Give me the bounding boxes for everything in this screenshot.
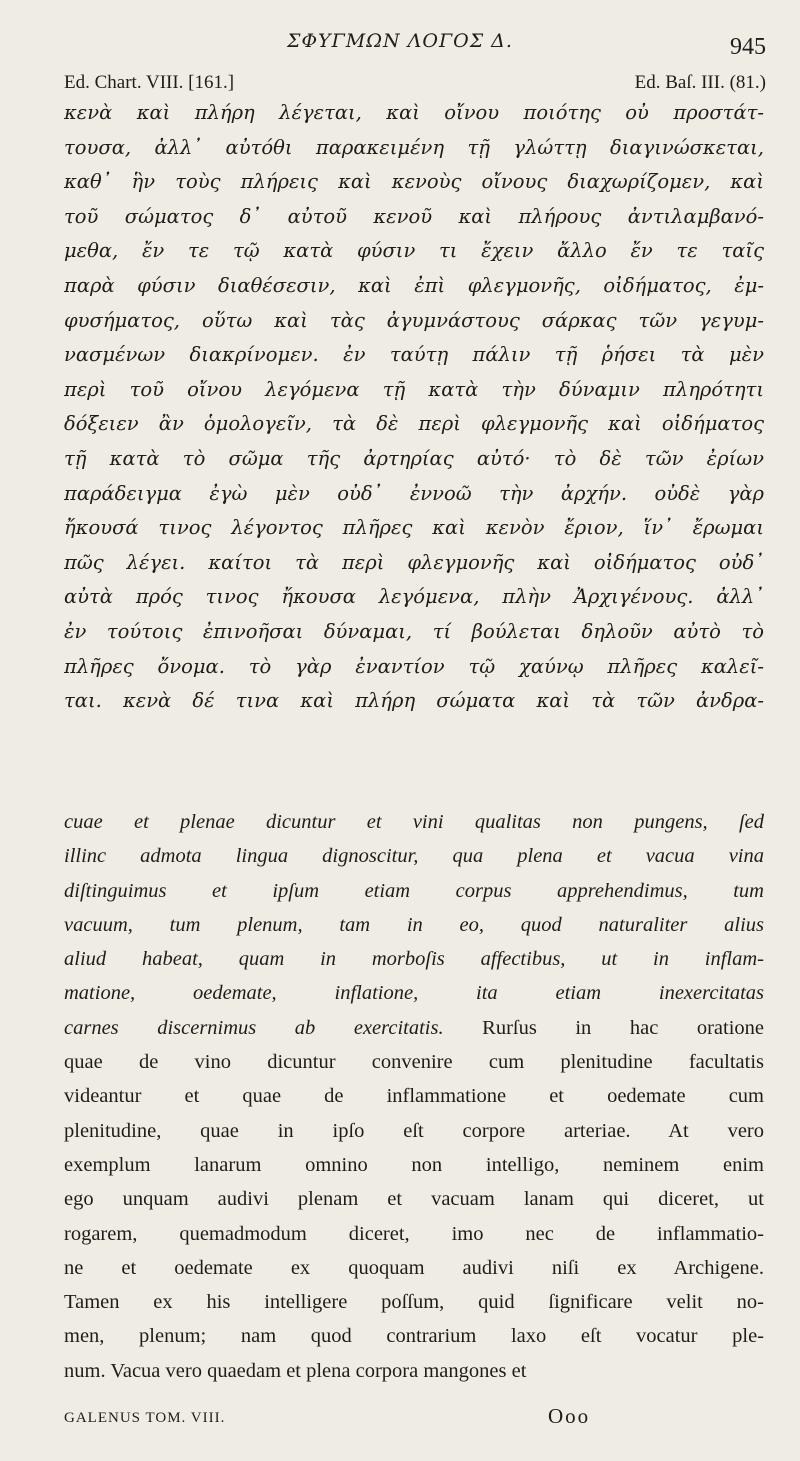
latin-text-line	[64, 1114, 764, 1148]
latin-text-line	[64, 839, 764, 873]
greek-text-line: ται. κενὰ δέ τινα καὶ πλήρη σώματα καὶ τὰ τῶν ἀνδρα-	[64, 689, 764, 713]
latin-text-line	[64, 1011, 764, 1045]
greek-text-line: ἐν τούτοις ἐπινοῆσαι δύναμαι, τί βούλεται δηλοῦν αὐτὸ τὸ	[64, 619, 764, 643]
latin-text-block	[64, 805, 764, 1388]
edition-reference-right: Ed. Baſ. III. (81.)	[634, 72, 766, 93]
latin-italic-segment: cuae et plenae dicuntur et vini qualitas non pungens, ſed	[64, 811, 764, 833]
latin-italic-segment: vacuum, tum plenum, tam in eo, quod naturaliter alius	[64, 913, 764, 936]
latin-roman-segment: plenitudine, quae in ipſo eſt corpore arteriae. At vero	[64, 1119, 764, 1142]
greek-text-line: αὐτὰ πρός τινος ἤκουσα λεγόμενα, πλὴν Ἀρχιγένους. ἀλλ᾽	[64, 585, 764, 609]
latin-roman-segment: rogarem, quemadmodum diceret, imo nec de inflammatio-	[64, 1222, 764, 1245]
greek-text-line: μεθα, ἔν τε τῷ κατὰ φύσιν τι ἔχειν ἄλλο ἔν τε ταῖς	[64, 239, 764, 263]
greek-text-line: φυσήματος, οὕτω καὶ τὰς ἀγυμνάστους σάρκας τῶν γεγυμ-	[64, 308, 764, 332]
latin-roman-segment: exemplum lanarum omnino non intelligo, neminem enim	[64, 1153, 764, 1176]
greek-text-line: ἤκουσά τινος λέγοντος πλῆρες καὶ κενὸν ἔριον, ἵν᾽ ἔρωμαι	[64, 516, 764, 540]
latin-text-line	[64, 942, 764, 976]
latin-italic-segment: illinc admota lingua dignoscitur, qua plena et vacua vina	[64, 845, 764, 868]
greek-text-line: τῇ κατὰ τὸ σῶμα τῆς ἀρτηρίας αὐτό· τὸ δὲ τῶν ἐρίων	[64, 446, 764, 470]
greek-text-line: πῶς λέγει. καίτοι τὰ περὶ φλεγμονῆς καὶ οἰδήματος οὐδ᾽	[64, 550, 764, 574]
latin-text-line	[64, 805, 764, 839]
greek-text-line: πλῆρες ὄνομα. τὸ γὰρ ἐναντίον τῷ χαύνῳ πλῆρες καλεῖ-	[64, 654, 764, 678]
latin-roman-segment: videantur et quae de inflammatione et oedemate cum	[64, 1085, 764, 1108]
edition-reference-left: Ed. Chart. VIII. [161.]	[64, 72, 235, 93]
latin-roman-segment: ego unquam audivi plenam et vacuam lanam qui diceret, ut	[64, 1188, 764, 1211]
latin-text-line	[64, 1354, 764, 1388]
greek-text-line: καθ᾽ ἣν τοὺς πλήρεις καὶ κενοὺς οἴνους διαχωρίζομεν, καὶ	[64, 170, 764, 194]
footer-signature-mark: Ooo	[548, 1404, 591, 1428]
latin-roman-segment: Rurſus in hac oratione	[443, 1016, 764, 1039]
latin-text-line	[64, 1217, 764, 1251]
latin-roman-segment: Tamen ex his intelligere poſſum, quid ſignificare velit no-	[64, 1291, 764, 1314]
greek-text-line: παρὰ φύσιν διαθέσεσιν, καὶ ἐπὶ φλεγμονῆς, οἰδήματος, ἐμ-	[64, 273, 764, 297]
latin-text-line	[64, 1285, 764, 1319]
latin-roman-segment: ne et oedemate ex quoquam audivi niſi ex Archigene.	[64, 1256, 764, 1279]
greek-text-line: περὶ τοῦ οἴνου λεγόμενα τῇ κατὰ τὴν δύναμιν πληρότητι	[64, 377, 764, 401]
latin-roman-segment: quae de vino dicuntur convenire cum plenitudine facultatis	[64, 1051, 764, 1074]
greek-text-line: κενὰ καὶ πλήρη λέγεται, καὶ οἴνου ποιότης οὐ προστάτ-	[64, 101, 764, 124]
running-title: ΣΦΥΓΜΩΝ ΛΟΓΟΣ Δ.	[287, 30, 513, 52]
latin-italic-segment: aliud habeat, quam in morboſis affectibus, ut in inflam-	[64, 948, 764, 971]
footer-volume-label: GALENUS TOM. VIII.	[64, 1410, 226, 1426]
latin-italic-segment: diſtinguimus et ipſum etiam corpus apprehendimus, tum	[64, 879, 764, 902]
greek-text-line: νασμένων διακρίνομεν. ἐν ταύτῃ πάλιν τῇ ῥήσει τὰ μὲν	[64, 343, 764, 367]
latin-text-line	[64, 874, 764, 908]
latin-italic-segment: carnes discernimus ab exercitatis.	[64, 1016, 444, 1039]
page-number: 945	[730, 34, 766, 60]
latin-text-line	[64, 1251, 764, 1285]
greek-text-line: τοῦ σώματος δ᾽ αὐτοῦ κενοῦ καὶ πλήρους ἀντιλαμβανό-	[64, 204, 764, 228]
latin-text-line	[64, 1079, 764, 1113]
latin-roman-segment: num. Vacua vero quaedam et plena corpora mangones et	[64, 1359, 527, 1382]
latin-roman-segment: men, plenum; nam quod contrarium laxo eſt vocatur ple-	[64, 1325, 764, 1348]
greek-text-block	[64, 96, 764, 719]
greek-text-line: τουσα, ἀλλ᾽ αὐτόθι παρακειμένη τῇ γλώττῃ διαγινώσκεται,	[64, 135, 764, 159]
latin-text-line	[64, 976, 764, 1010]
latin-text-line	[64, 1319, 764, 1353]
latin-italic-segment: matione, oedemate, inflatione, ita etiam inexercitatas	[64, 982, 764, 1005]
latin-text-line	[64, 1045, 764, 1079]
greek-text-line: δόξειεν ἂν ὁμολογεῖν, τὰ δὲ περὶ φλεγμονῆς καὶ οἰδήματος	[64, 412, 764, 436]
latin-text-line	[64, 1182, 764, 1216]
latin-text-line	[64, 908, 764, 942]
greek-text-line: παράδειγμα ἐγὼ μὲν οὐδ᾽ ἐννοῶ τὴν ἀρχήν. οὐδὲ γὰρ	[64, 481, 764, 505]
latin-text-line	[64, 1148, 764, 1182]
